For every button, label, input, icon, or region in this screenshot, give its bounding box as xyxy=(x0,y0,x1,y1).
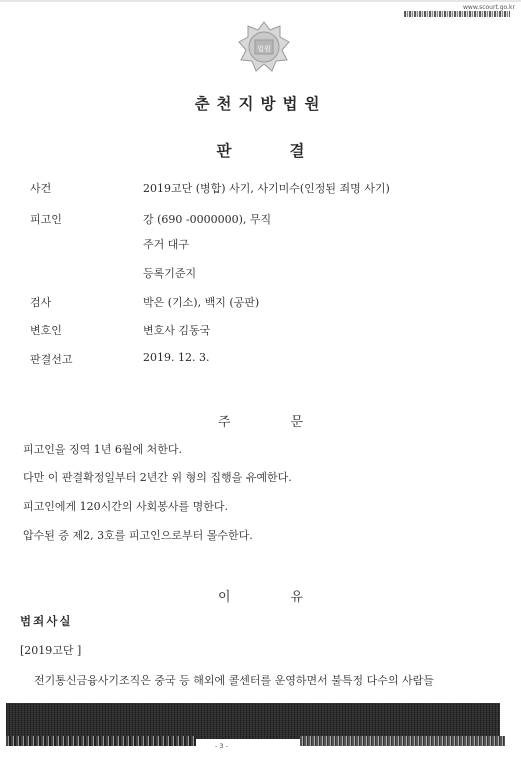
value-address: 주거 대구 xyxy=(143,238,190,251)
redaction-band xyxy=(6,703,500,739)
site-url: www.scourt.go.kr xyxy=(463,4,515,11)
value-prosecutor: 박은 (기소), 백지 (공판) xyxy=(143,296,260,309)
redaction-band xyxy=(6,736,196,746)
scan-top-edge xyxy=(0,0,521,2)
label-case: 사건 xyxy=(30,182,52,195)
ruling-line: 압수된 증 제2, 3호를 피고인으로부터 몰수한다. xyxy=(23,529,253,542)
label-defendant: 피고인 xyxy=(30,213,62,226)
case-reference: [2019고단 ] xyxy=(20,644,82,657)
ruling-line: 다만 이 판결확정일부터 2년간 위 형의 집행을 유예한다. xyxy=(23,471,292,484)
ruling-line: 피고인에게 120시간의 사회봉사를 명한다. xyxy=(23,500,228,513)
value-case: 2019고단 (병합) 사기, 사기미수(인정된 죄명 사기) xyxy=(143,182,390,195)
redaction-band xyxy=(300,736,505,746)
seal-text: 법원 xyxy=(257,45,271,53)
value-defendant: 강 (690 -0000000), 무직 xyxy=(143,213,272,226)
ruling-title: 주문 xyxy=(217,415,364,430)
value-registration: 등록기준지 xyxy=(143,267,197,280)
label-counsel: 변호인 xyxy=(30,324,62,337)
court-name: 춘천지방법원 xyxy=(194,94,327,113)
value-judgment-date: 2019. 12. 3. xyxy=(143,351,210,364)
document-title: 판결 xyxy=(216,141,363,160)
page-number: - 3 - xyxy=(215,742,228,750)
court-seal-icon xyxy=(237,20,291,74)
ruling-line: 피고인을 징역 1년 6월에 처한다. xyxy=(23,443,182,456)
section-heading: 범죄사실 xyxy=(20,614,73,628)
reasons-title: 이유 xyxy=(217,590,364,605)
print-barcode-strip xyxy=(404,11,510,17)
value-counsel: 변호사 김동국 xyxy=(143,324,211,337)
body-paragraph: 전기통신금융사기조직은 중국 등 해외에 콜센터를 운영하면서 불특정 다수의 사람들 xyxy=(34,674,434,687)
label-prosecutor: 검사 xyxy=(30,296,52,309)
label-judgment-date: 판결선고 xyxy=(30,353,73,366)
